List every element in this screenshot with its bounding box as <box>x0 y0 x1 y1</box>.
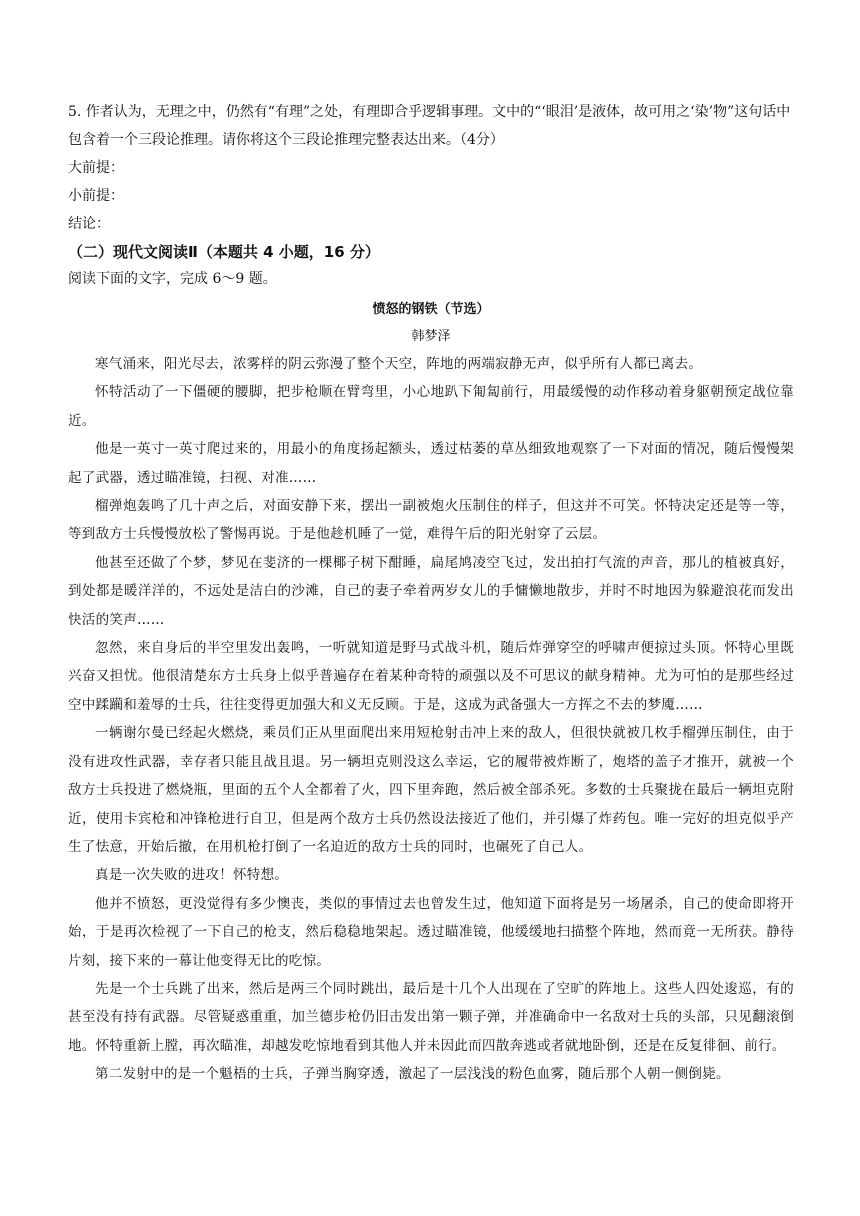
article-paragraph: 怀特活动了一下僵硬的腰脚，把步枪顺在臂弯里，小心地趴下匍匐前行，用最缓慢的动作移动着身躯朝预定战位靠近。 <box>68 384 794 429</box>
article-paragraph: 他甚至还做了个梦，梦见在斐济的一棵椰子树下酣睡，扁尾鸠凌空飞过，发出拍打气流的声音，那儿的植被真好，到处都是暖洋洋的，不远处是洁白的沙滩，自己的妻子牵着两岁女儿的手慵懒地散步，并时不时地因为躲避浪花而发出快活的笑声…… <box>68 554 794 628</box>
article-paragraph: 一辆谢尔曼已经起火燃烧，乘员们正从里面爬出来用短枪射击冲上来的敌人，但很快就被几枚手榴弹压制住，由于没有进攻性武器，幸存者只能且战且退。另一辆坦克则没这么幸运，它的履带被炸断了，炮塔的盖子才推开，就被一个敌方士兵投进了燃烧瓶，里面的五个人全都着了火，四下里奔跑，然后被全部杀死。多数的士兵聚拢在最后一辆坦克附近，使用卡宾枪和冲锋枪进行自卫，但是两个敌方士兵仍然设法接近了他们，并引爆了炸药包。唯一完好的坦克似乎产生了怯意，开始后撤，在用机枪打倒了一名迫近的敌方士兵的同时，也碾死了自己人。 <box>68 725 794 855</box>
article-paragraph: 榴弹炮轰鸣了几十声之后，对面安静下来，摆出一副被炮火压制住的样子，但这并不可笑。怀特决定还是等一等，等到敌方士兵慢慢放松了警惕再说。于是他趁机睡了一觉，难得午后的阳光射穿了云层。 <box>68 498 794 543</box>
minor-premise-label: 小前提： <box>68 188 124 204</box>
article-paragraph: 第二发射中的是一个魁梧的士兵，子弹当胸穿透，激起了一层浅浅的粉色血雾，随后那个人朝一侧倒毙。 <box>95 1066 730 1083</box>
conclusion-label: 结论： <box>68 216 110 232</box>
article-paragraph: 他是一英寸一英寸爬过来的，用最小的角度扬起额头，透过枯萎的草丛细致地观察了一下对面的情况，随后慢慢架起了武器，透过瞄准镜，扫视、对准…… <box>68 441 794 486</box>
section-heading: （二）现代文阅读Ⅱ（本题共 4 小题，16 分） <box>68 243 380 261</box>
major-premise-label: 大前提： <box>68 160 124 176</box>
article-paragraph: 寒气涌来，阳光尽去，浓雾样的阴云弥漫了整个天空，阵地的两端寂静无声，似乎所有人都已离去。 <box>95 356 703 372</box>
article-title: 愤怒的钢铁（节选） <box>372 302 490 317</box>
question-5: 5. 作者认为，无理之中，仍然有“有理”之处，有理即合乎逻辑事理。文中的“‘眼泪’是液体，故可用之‘染’物”这句话中包含着一个三段论推理。请你将这个三段论推理完整表达出来。（4分） <box>68 104 791 148</box>
section-instruction: 阅读下面的文字，完成 6～9 题。 <box>68 271 277 287</box>
article-paragraph: 真是一次失败的进攻！怀特想。 <box>95 867 289 884</box>
article-paragraph: 他并不愤怒，更没觉得有多少懊丧，类似的事情过去也曾发生过，他知道下面将是另一场屠杀，自己的使命即将开始，于是再次检视了一下自己的枪支，然后稳稳地架起。透过瞄准镜，他缓缓地扫描整个阵地，然而竟一无所获。静待片刻，接下来的一幕让他变得无比的吃惊。 <box>68 895 794 969</box>
article-author: 韩梦泽 <box>411 329 451 344</box>
article-body <box>68 350 794 1089</box>
article-paragraph: 先是一个士兵跳了出来，然后是两三个同时跳出，最后是十几个人出现在了空旷的阵地上。这些人四处逡巡，有的甚至没有持有武器。尽管疑惑重重，加兰德步枪仍旧击发出第一颗子弹，并准确命中一名敌对士兵的头部，只见翻滚倒地。怀特重新上膛，再次瞄准，却越发吃惊地看到其他人并未因此而四散奔逃或者就地卧倒，还是在反复徘徊、前行。 <box>68 980 794 1054</box>
article-paragraph: 忽然，来自身后的半空里发出轰鸣，一听就知道是野马式战斗机，随后炸弹穿空的呼啸声便掠过头顶。怀特心里既兴奋又担忧。他很清楚东方士兵身上似乎普遍存在着某种奇特的顽强以及不可思议的献身精神。尤为可怕的是那些经过空中蹂躏和羞辱的士兵，往往变得更加强大和义无反顾。于是，这成为武备强大一方挥之不去的梦魇…… <box>68 640 794 713</box>
